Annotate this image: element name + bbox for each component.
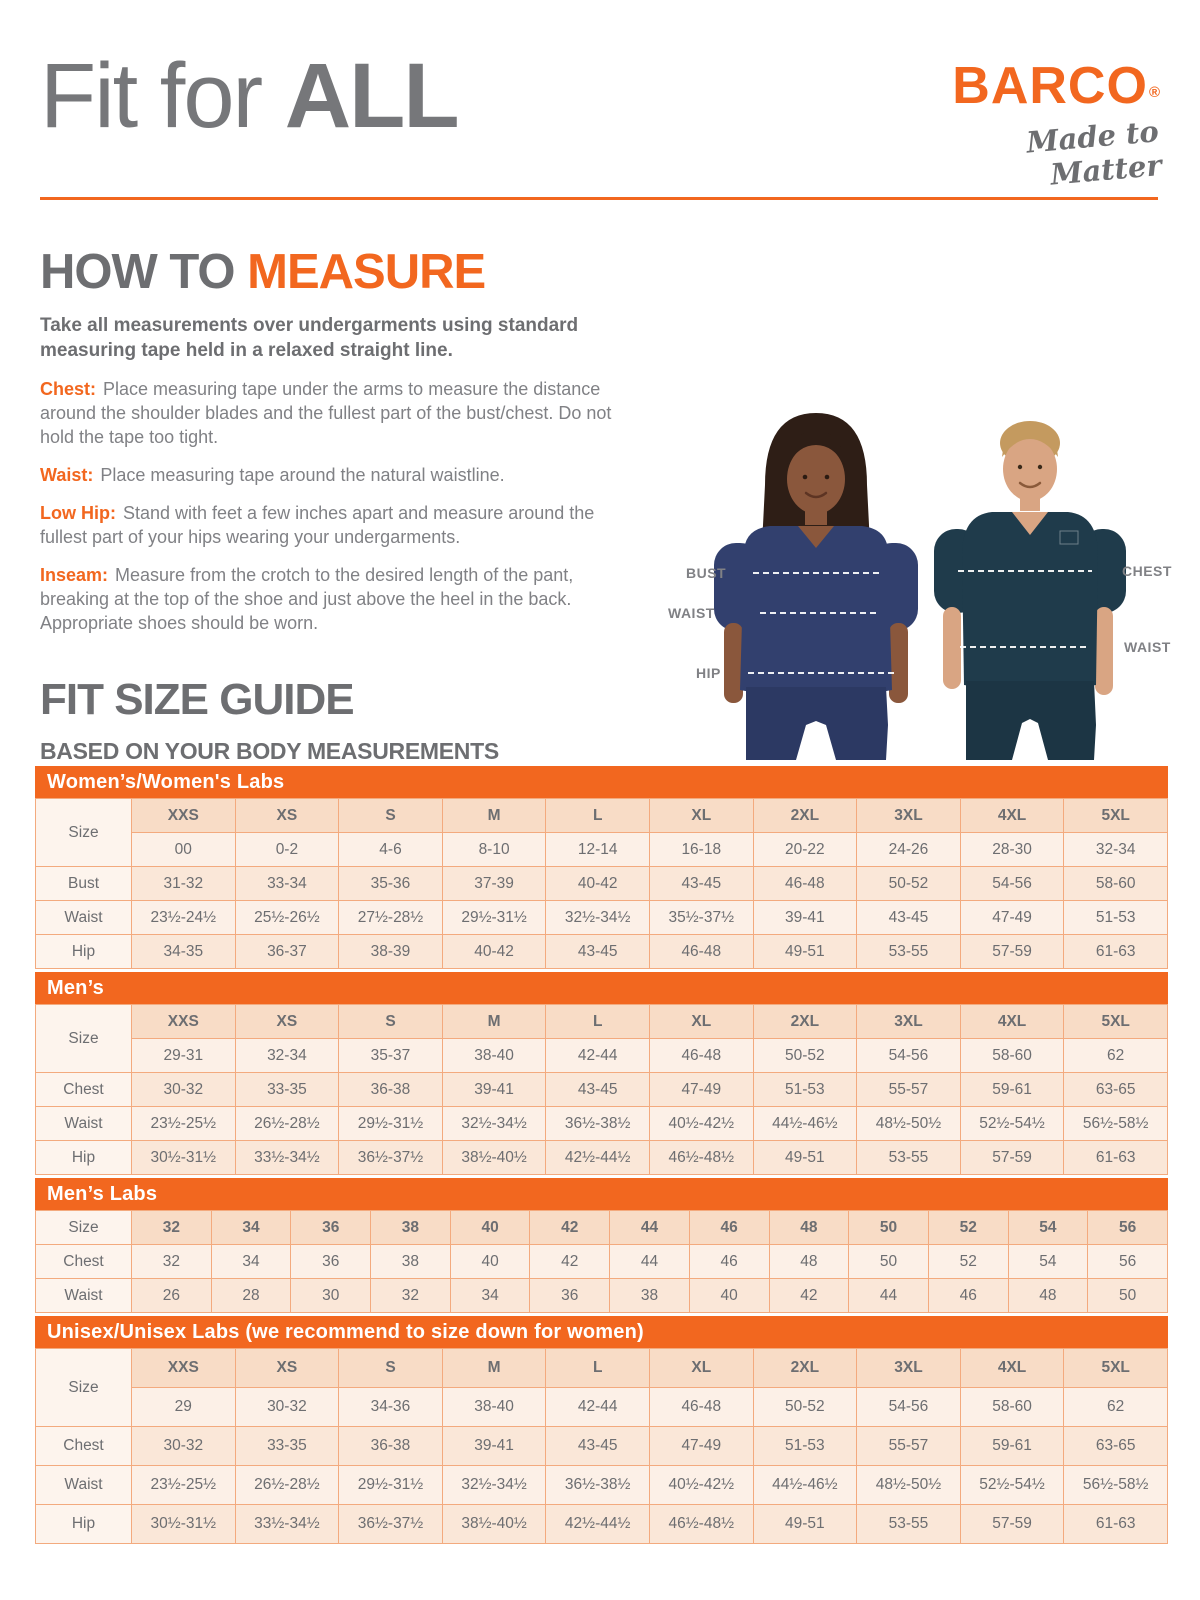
measure-cell: 51-53 <box>753 1427 857 1466</box>
size-header-cell: 48 <box>769 1211 849 1245</box>
measure-cell: 63-65 <box>1064 1073 1168 1107</box>
size-row-label: Size <box>36 1349 132 1427</box>
measure-cell: 33-35 <box>235 1073 339 1107</box>
fit-models-figure <box>640 385 1200 760</box>
measure-item-waist <box>40 464 632 488</box>
fit-size-guide-title: FIT SIZE GUIDE <box>40 675 354 724</box>
measure-cell: 48½-50½ <box>857 1107 961 1141</box>
numeric-size-cell: 46-48 <box>649 1388 753 1427</box>
measure-cell: 38 <box>610 1279 690 1313</box>
size-header-cell: L <box>546 1349 650 1388</box>
numeric-size-cell: 8-10 <box>442 833 546 867</box>
measure-cell: 50 <box>1088 1279 1168 1313</box>
size-header-cell: 2XL <box>753 1005 857 1039</box>
table-title-band: Women’s/Women's Labs <box>35 766 1168 798</box>
how-to-measure-title-gray: HOW TO <box>40 245 248 299</box>
size-header-cell: XXS <box>132 1005 236 1039</box>
measure-cell: 46-48 <box>753 867 857 901</box>
measure-cell: 44½-46½ <box>753 1107 857 1141</box>
page-title <box>40 45 458 147</box>
measure-cell: 36 <box>291 1245 371 1279</box>
measure-cell: 51-53 <box>1064 901 1168 935</box>
measure-cell: 55-57 <box>857 1073 961 1107</box>
measure-cell: 44 <box>610 1245 690 1279</box>
measure-cell: 29½-31½ <box>339 1107 443 1141</box>
measure-cell: 50 <box>849 1245 929 1279</box>
measure-cell: 35-36 <box>339 867 443 901</box>
measure-cell: 50-52 <box>857 867 961 901</box>
numeric-size-cell: 35-37 <box>339 1039 443 1073</box>
measure-item-inseam-text: Measure from the crotch to the desired length of the pant, breaking at the top of the shoe and just above the heel in the back. Appropriate shoes should be worn. <box>40 564 574 633</box>
brand-tagline: Made to Matter <box>1025 114 1163 192</box>
size-header-cell: 38 <box>371 1211 451 1245</box>
measure-item-waist-label: Waist: <box>40 464 94 485</box>
measure-cell: 40½-42½ <box>649 1466 753 1505</box>
numeric-size-cell: 12-14 <box>546 833 650 867</box>
size-header-cell: XS <box>235 1005 339 1039</box>
measure-cell: 36½-38½ <box>546 1466 650 1505</box>
measure-item-inseam <box>40 564 632 636</box>
size-header-cell: XL <box>649 1005 753 1039</box>
measure-cell: 32 <box>371 1279 451 1313</box>
measure-item-chest-label: Chest: <box>40 379 97 400</box>
how-to-measure-title <box>40 245 632 299</box>
measure-cell: 33½-34½ <box>235 1141 339 1175</box>
measure-cell: 25½-26½ <box>235 901 339 935</box>
size-header-cell: L <box>546 1005 650 1039</box>
measure-cell: 38-39 <box>339 935 443 969</box>
measure-cell: 31-32 <box>132 867 236 901</box>
size-header-cell: 5XL <box>1064 1005 1168 1039</box>
measure-cell: 26½-28½ <box>235 1466 339 1505</box>
measure-cell: 30 <box>291 1279 371 1313</box>
size-header-cell: 42 <box>530 1211 610 1245</box>
measure-item-waist-text: Place measuring tape around the natural waistline. <box>100 464 505 485</box>
measure-row-label: Chest <box>36 1427 132 1466</box>
measure-cell: 33-34 <box>235 867 339 901</box>
numeric-size-cell: 00 <box>132 833 236 867</box>
header-divider <box>40 197 1158 200</box>
measure-cell: 46½-48½ <box>649 1505 753 1544</box>
how-to-measure-title-orange: MEASURE <box>247 245 486 299</box>
measure-cell: 39-41 <box>753 901 857 935</box>
size-header-cell: 2XL <box>753 799 857 833</box>
measure-cell: 38½-40½ <box>442 1505 546 1544</box>
measure-cell: 56 <box>1088 1245 1168 1279</box>
numeric-size-cell: 38-40 <box>442 1039 546 1073</box>
measure-cell: 40½-42½ <box>649 1107 753 1141</box>
measure-cell: 48 <box>1008 1279 1088 1313</box>
measure-row-label: Waist <box>36 901 132 935</box>
measure-cell: 36-38 <box>339 1427 443 1466</box>
measure-cell: 40 <box>689 1279 769 1313</box>
size-table-section <box>35 766 1168 969</box>
measure-cell: 36½-38½ <box>546 1107 650 1141</box>
numeric-size-cell: 29 <box>132 1388 236 1427</box>
size-header-cell: 52 <box>928 1211 1008 1245</box>
measure-item-inseam-label: Inseam: <box>40 564 109 585</box>
numeric-size-cell: 29-31 <box>132 1039 236 1073</box>
waist-label-left: WAIST <box>668 605 715 621</box>
measure-cell: 61-63 <box>1064 1505 1168 1544</box>
measure-cell: 46-48 <box>649 935 753 969</box>
size-tables-container <box>35 766 1168 1547</box>
measure-cell: 36-38 <box>339 1073 443 1107</box>
measure-cell: 29½-31½ <box>339 1466 443 1505</box>
measure-cell: 51-53 <box>753 1073 857 1107</box>
measure-cell: 33½-34½ <box>235 1505 339 1544</box>
size-table <box>35 1348 1168 1544</box>
measure-cell: 37-39 <box>442 867 546 901</box>
measure-cell: 46 <box>689 1245 769 1279</box>
measure-cell: 47-49 <box>960 901 1064 935</box>
numeric-size-cell: 16-18 <box>649 833 753 867</box>
numeric-size-cell: 20-22 <box>753 833 857 867</box>
measure-cell: 52½-54½ <box>960 1466 1064 1505</box>
measure-row-label: Bust <box>36 867 132 901</box>
measure-cell: 29½-31½ <box>442 901 546 935</box>
registered-mark-icon: ® <box>1148 84 1160 101</box>
measure-cell: 32½-34½ <box>442 1466 546 1505</box>
size-header-cell: 34 <box>211 1211 291 1245</box>
page-title-light: Fit for <box>40 45 285 147</box>
man-figure <box>934 421 1126 760</box>
measure-cell: 56½-58½ <box>1064 1107 1168 1141</box>
measure-cell: 44 <box>849 1279 929 1313</box>
measure-cell: 53-55 <box>857 1141 961 1175</box>
measure-cell: 55-57 <box>857 1427 961 1466</box>
measure-cell: 57-59 <box>960 935 1064 969</box>
numeric-size-cell: 50-52 <box>753 1039 857 1073</box>
measure-cell: 30½-31½ <box>132 1505 236 1544</box>
size-header-cell: 50 <box>849 1211 929 1245</box>
measure-item-lowhip <box>40 502 632 550</box>
numeric-size-cell: 30-32 <box>235 1388 339 1427</box>
measure-cell: 47-49 <box>649 1427 753 1466</box>
size-header-cell: 32 <box>132 1211 212 1245</box>
measure-cell: 23½-25½ <box>132 1107 236 1141</box>
numeric-size-cell: 58-60 <box>960 1388 1064 1427</box>
measure-cell: 42½-44½ <box>546 1141 650 1175</box>
measure-row-label: Waist <box>36 1466 132 1505</box>
measure-cell: 46 <box>928 1279 1008 1313</box>
measure-item-chest <box>40 378 632 450</box>
measure-cell: 40 <box>450 1245 530 1279</box>
size-table <box>35 798 1168 969</box>
measure-cell: 59-61 <box>960 1427 1064 1466</box>
measure-cell: 61-63 <box>1064 935 1168 969</box>
numeric-size-cell: 58-60 <box>960 1039 1064 1073</box>
measure-cell: 32 <box>132 1245 212 1279</box>
measure-cell: 38 <box>371 1245 451 1279</box>
size-header-cell: 56 <box>1088 1211 1168 1245</box>
size-row-label: Size <box>36 1211 132 1245</box>
measure-cell: 34 <box>450 1279 530 1313</box>
size-header-cell: 36 <box>291 1211 371 1245</box>
measure-row-label: Waist <box>36 1279 132 1313</box>
measure-item-lowhip-label: Low Hip: <box>40 502 116 523</box>
measure-cell: 52½-54½ <box>960 1107 1064 1141</box>
measure-cell: 42 <box>769 1279 849 1313</box>
measure-row-label: Hip <box>36 1505 132 1544</box>
measure-cell: 48½-50½ <box>857 1466 961 1505</box>
size-header-cell: M <box>442 1005 546 1039</box>
measure-cell: 43-45 <box>649 867 753 901</box>
measure-cell: 36½-37½ <box>339 1141 443 1175</box>
measure-cell: 39-41 <box>442 1073 546 1107</box>
how-to-measure-section <box>40 245 632 650</box>
size-header-cell: XL <box>649 799 753 833</box>
numeric-size-cell: 62 <box>1064 1039 1168 1073</box>
measure-cell: 40-42 <box>442 935 546 969</box>
numeric-size-cell: 4-6 <box>339 833 443 867</box>
size-header-cell: 3XL <box>857 1005 961 1039</box>
measure-cell: 23½-24½ <box>132 901 236 935</box>
size-header-cell: 5XL <box>1064 799 1168 833</box>
numeric-size-cell: 54-56 <box>857 1388 961 1427</box>
measure-cell: 56½-58½ <box>1064 1466 1168 1505</box>
measure-row-label: Chest <box>36 1073 132 1107</box>
measure-cell: 36-37 <box>235 935 339 969</box>
measure-cell: 43-45 <box>546 935 650 969</box>
size-header-cell: XS <box>235 1349 339 1388</box>
size-header-cell: 2XL <box>753 1349 857 1388</box>
measure-cell: 42 <box>530 1245 610 1279</box>
measure-cell: 61-63 <box>1064 1141 1168 1175</box>
size-header-cell: L <box>546 799 650 833</box>
bust-label: BUST <box>686 565 727 581</box>
measure-cell: 54-56 <box>960 867 1064 901</box>
measure-cell: 49-51 <box>753 1505 857 1544</box>
waist-label-right: WAIST <box>1124 639 1171 655</box>
table-title-band: Men’s <box>35 972 1168 1004</box>
measure-cell: 34 <box>211 1245 291 1279</box>
page-title-bold: ALL <box>284 45 458 147</box>
measure-cell: 30½-31½ <box>132 1141 236 1175</box>
size-header-cell: XXS <box>132 1349 236 1388</box>
measure-cell: 49-51 <box>753 935 857 969</box>
numeric-size-cell: 34-36 <box>339 1388 443 1427</box>
brand-name: BARCO <box>952 57 1148 115</box>
measure-row-label: Chest <box>36 1245 132 1279</box>
size-header-cell: XS <box>235 799 339 833</box>
size-row-label: Size <box>36 1005 132 1073</box>
measure-cell: 36½-37½ <box>339 1505 443 1544</box>
brand-logo <box>930 57 1163 192</box>
measure-cell: 46½-48½ <box>649 1141 753 1175</box>
measure-item-chest-text: Place measuring tape under the arms to measure the distance around the shoulder blades and the fullest part of the bust/chest. Do not hold the tape too tight. <box>40 379 612 448</box>
measure-cell: 49-51 <box>753 1141 857 1175</box>
size-header-cell: 54 <box>1008 1211 1088 1245</box>
size-header-cell: 40 <box>450 1211 530 1245</box>
measure-cell: 32½-34½ <box>546 901 650 935</box>
size-header-cell: 3XL <box>857 1349 961 1388</box>
measure-cell: 59-61 <box>960 1073 1064 1107</box>
measure-cell: 27½-28½ <box>339 901 443 935</box>
measure-cell: 30-32 <box>132 1073 236 1107</box>
size-table-section <box>35 1178 1168 1313</box>
measure-row-label: Hip <box>36 935 132 969</box>
size-table-section <box>35 972 1168 1175</box>
measure-cell: 35½-37½ <box>649 901 753 935</box>
measure-cell: 28 <box>211 1279 291 1313</box>
size-table <box>35 1004 1168 1175</box>
measure-cell: 44½-46½ <box>753 1466 857 1505</box>
measure-cell: 23½-25½ <box>132 1466 236 1505</box>
size-header-cell: S <box>339 799 443 833</box>
measure-cell: 47-49 <box>649 1073 753 1107</box>
size-header-cell: 46 <box>689 1211 769 1245</box>
measure-cell: 26½-28½ <box>235 1107 339 1141</box>
measure-cell: 26 <box>132 1279 212 1313</box>
numeric-size-cell: 42-44 <box>546 1388 650 1427</box>
measure-cell: 57-59 <box>960 1141 1064 1175</box>
measure-cell: 63-65 <box>1064 1427 1168 1466</box>
measure-cell: 38½-40½ <box>442 1141 546 1175</box>
measure-cell: 48 <box>769 1245 849 1279</box>
size-header-cell: 3XL <box>857 799 961 833</box>
measure-cell: 39-41 <box>442 1427 546 1466</box>
hip-label: HIP <box>696 665 721 681</box>
measure-cell: 43-45 <box>546 1427 650 1466</box>
numeric-size-cell: 42-44 <box>546 1039 650 1073</box>
measure-cell: 53-55 <box>857 935 961 969</box>
numeric-size-cell: 32-34 <box>235 1039 339 1073</box>
size-header-cell: 4XL <box>960 799 1064 833</box>
size-table-section <box>35 1316 1168 1544</box>
numeric-size-cell: 0-2 <box>235 833 339 867</box>
fit-size-guide-subtitle: BASED ON YOUR BODY MEASUREMENTS <box>40 738 499 764</box>
measure-cell: 54 <box>1008 1245 1088 1279</box>
measure-cell: 52 <box>928 1245 1008 1279</box>
size-header-cell: 5XL <box>1064 1349 1168 1388</box>
numeric-size-cell: 28-30 <box>960 833 1064 867</box>
measure-cell: 33-35 <box>235 1427 339 1466</box>
measure-row-label: Waist <box>36 1107 132 1141</box>
measure-cell: 42½-44½ <box>546 1505 650 1544</box>
measure-cell: 57-59 <box>960 1505 1064 1544</box>
size-header-cell: 44 <box>610 1211 690 1245</box>
size-header-cell: XXS <box>132 799 236 833</box>
measure-cell: 32½-34½ <box>442 1107 546 1141</box>
numeric-size-cell: 38-40 <box>442 1388 546 1427</box>
size-header-cell: XL <box>649 1349 753 1388</box>
measure-intro-text: Take all measurements over undergarments using standard measuring tape held in a relaxed straight line. <box>40 315 579 362</box>
chest-label: CHEST <box>1122 563 1172 579</box>
measure-cell: 40-42 <box>546 867 650 901</box>
measure-cell: 43-45 <box>546 1073 650 1107</box>
measure-cell: 43-45 <box>857 901 961 935</box>
measure-cell: 58-60 <box>1064 867 1168 901</box>
size-header-cell: 4XL <box>960 1005 1064 1039</box>
numeric-size-cell: 46-48 <box>649 1039 753 1073</box>
measure-cell: 53-55 <box>857 1505 961 1544</box>
numeric-size-cell: 62 <box>1064 1388 1168 1427</box>
measure-cell: 30-32 <box>132 1427 236 1466</box>
table-title-band: Men’s Labs <box>35 1178 1168 1210</box>
measure-row-label: Hip <box>36 1141 132 1175</box>
size-header-cell: 4XL <box>960 1349 1064 1388</box>
size-header-cell: S <box>339 1005 443 1039</box>
measure-cell: 34-35 <box>132 935 236 969</box>
size-header-cell: M <box>442 1349 546 1388</box>
size-table <box>35 1210 1168 1313</box>
table-title-band: Unisex/Unisex Labs (we recommend to size down for women) <box>35 1316 1168 1348</box>
measure-item-lowhip-text: Stand with feet a few inches apart and measure around the fullest part of your hips wearing your undergarments. <box>40 502 595 547</box>
numeric-size-cell: 32-34 <box>1064 833 1168 867</box>
size-header-cell: S <box>339 1349 443 1388</box>
numeric-size-cell: 50-52 <box>753 1388 857 1427</box>
woman-figure <box>714 413 918 760</box>
numeric-size-cell: 54-56 <box>857 1039 961 1073</box>
size-header-cell: M <box>442 799 546 833</box>
numeric-size-cell: 24-26 <box>857 833 961 867</box>
size-row-label: Size <box>36 799 132 867</box>
measure-cell: 36 <box>530 1279 610 1313</box>
